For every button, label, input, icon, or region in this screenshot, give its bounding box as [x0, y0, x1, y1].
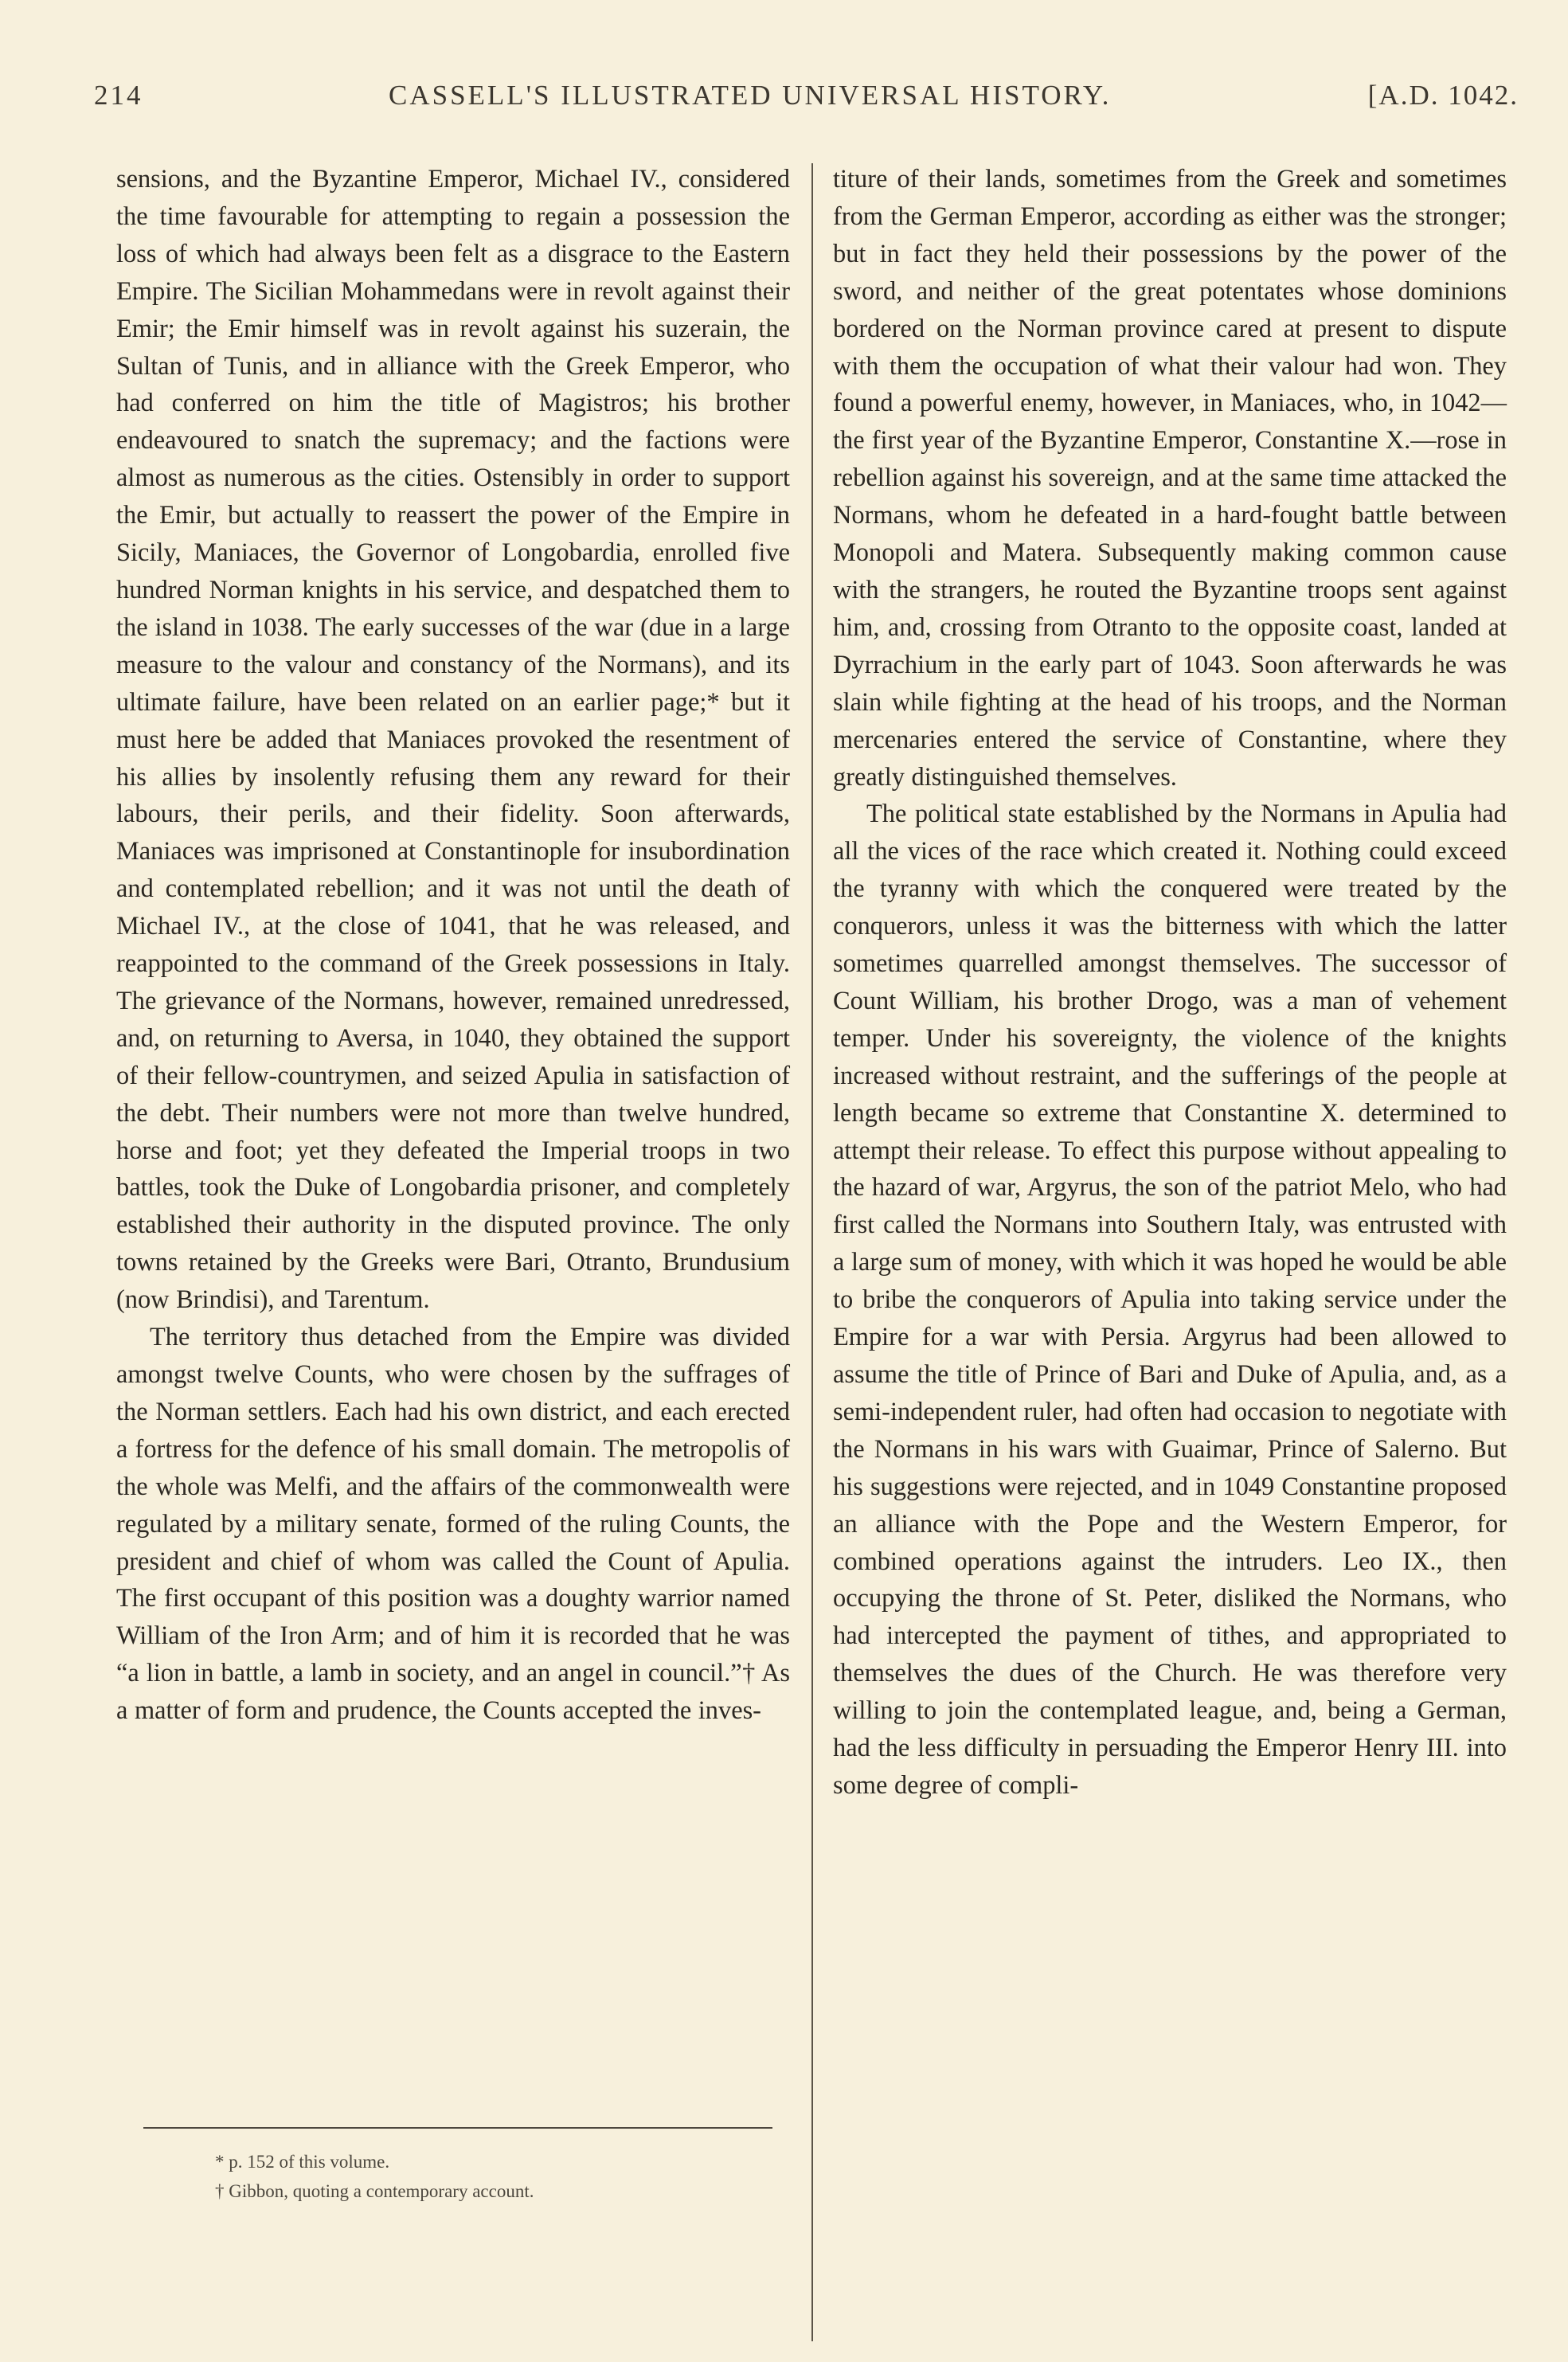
right-column [833, 161, 1507, 1805]
column-divider [811, 163, 813, 2341]
footnotes [215, 2147, 772, 2206]
left-column [116, 161, 790, 1730]
date-marker: [A.D. 1042. [1367, 80, 1519, 111]
page-number: 214 [94, 80, 143, 111]
paragraph: sensions, and the Byzantine Emperor, Michael IV., considered the time favourable for attempting to regain a possession the loss of which had always been felt as a disgrace to the Eastern Empire. The Sicilian Mohammedans were in revolt against their Emir; the Emir himself was in revolt against his suzerain, the Sultan of Tunis, and in alliance with the Greek Emperor, who had conferred on him the title of Magistros; his brother endeavoured to snatch the supremacy; and the factions were almost as numerous as the cities. Ostensibly in order to support the Emir, but actually to reassert the power of the Empire in Sicily, Maniaces, the Governor of Longobardia, enrolled five hundred Norman knights in his service, and despatched them to the island in 1038. The early successes of the war (due in a large measure to the valour and constancy of the Normans), and its ultimate failure, have been related on an earlier page;* but it must here be added that Maniaces provoked the resentment of his allies by insolently refusing them any reward for their labours, their perils, and their fidelity. Soon afterwards, Maniaces was imprisoned at Constantinople for insubordination and contemplated rebellion; and it was not until the death of Michael IV., at the close of 1041, that he was released, and reappointed to the command of the Greek possessions in Italy. The grievance of the Normans, however, remained unredressed, and, on returning to Aversa, in 1040, they obtained the support of their fellow-countrymen, and seized Apulia in satisfaction of the debt. Their numbers were not more than twelve hundred, horse and foot; yet they defeated the Imperial troops in two battles, took the Duke of Longobardia prisoner, and completely established their authority in the disputed province. The only towns retained by the Greeks were Bari, Otranto, Brundusium (now Brindisi), and Tarentum. [116, 165, 790, 1315]
footnote: † Gibbon, quoting a contemporary account. [215, 2181, 534, 2201]
footnote-divider [143, 2127, 772, 2129]
paragraph: titure of their lands, sometimes from the Greek and sometimes from the German Emperor, according as either was the stronger; but in fact they held their possessions by the power of the sword, and neither of the great potentates whose dominions bordered on the Norman province cared at present to dispute with them the occupation of what their valour had won. They found a powerful enemy, however, in Maniaces, who, in 1042—the first year of the Byzantine Emperor, Constantine X.—rose in rebellion against his sovereign, and at the same time attacked the Normans, whom he defeated in a hard-fought battle between Monopoli and Matera. Subsequently making common cause with the strangers, he routed the Byzantine troops sent against him, and, crossing from Otranto to the opposite coast, landed at Dyrrachium in the early part of 1043. Soon afterwards he was slain while fighting at the head of his troops, and the Norman mercenaries entered the service of Constantine, where they greatly distinguished themselves. [833, 165, 1507, 792]
running-header [94, 80, 1519, 127]
paragraph: The political state established by the Normans in Apulia had all the vices of the race which created it. Nothing could exceed the tyranny with which the conquered were treated by the conquerors, unless it was the bitterness with which the latter sometimes quarrelled amongst themselves. The successor of Count William, his brother Drogo, was a man of vehement temper. Under his sovereignty, the violence of the knights increased without restraint, and the sufferings of the people at length became so extreme that Constantine X. determined to attempt their release. To effect this purpose without appealing to the hazard of war, Argyrus, the son of the patriot Melo, who had first called the Normans into Southern Italy, was entrusted with a large sum of money, with which it was hoped he would be able to bribe the conquerors of Apulia into taking service under the Empire for a war with Persia. Argyrus had been allowed to assume the title of Prince of Bari and Duke of Apulia, and, as a semi-independent ruler, had often had occasion to negotiate with the Normans in his wars with Guaimar, Prince of Salerno. But his suggestions were rejected, and in 1049 Constantine proposed an alliance with the Pope and the Western Emperor, for combined operations against the intruders. Leo IX., then occupying the throne of St. Peter, disliked the Normans, who had intercepted the payment of tithes, and appropriated to themselves the dues of the Church. He was therefore very willing to join the contemplated league, and, being a German, had the less difficulty in persuading the Emperor Henry III. into some degree of compli- [833, 800, 1507, 1800]
footnote: * p. 152 of this volume. [215, 2152, 390, 2172]
running-title: CASSELL'S ILLUSTRATED UNIVERSAL HISTORY. [389, 80, 1112, 111]
paragraph: The territory thus detached from the Empire was divided amongst twelve Counts, who were chosen by the suffrages of the Norman settlers. Each had his own district, and each erected a fortress for the defence of his small domain. The metropolis of the whole was Melfi, and the affairs of the commonwealth were regulated by a military senate, formed of the ruling Counts, the president and chief of whom was called the Count of Apulia. The first occupant of this position was a doughty warrior named William of the Iron Arm; and of him it is recorded that he was “a lion in battle, a lamb in society, and an angel in council.”† As a matter of form and prudence, the Counts accepted the inves- [116, 1323, 790, 1726]
